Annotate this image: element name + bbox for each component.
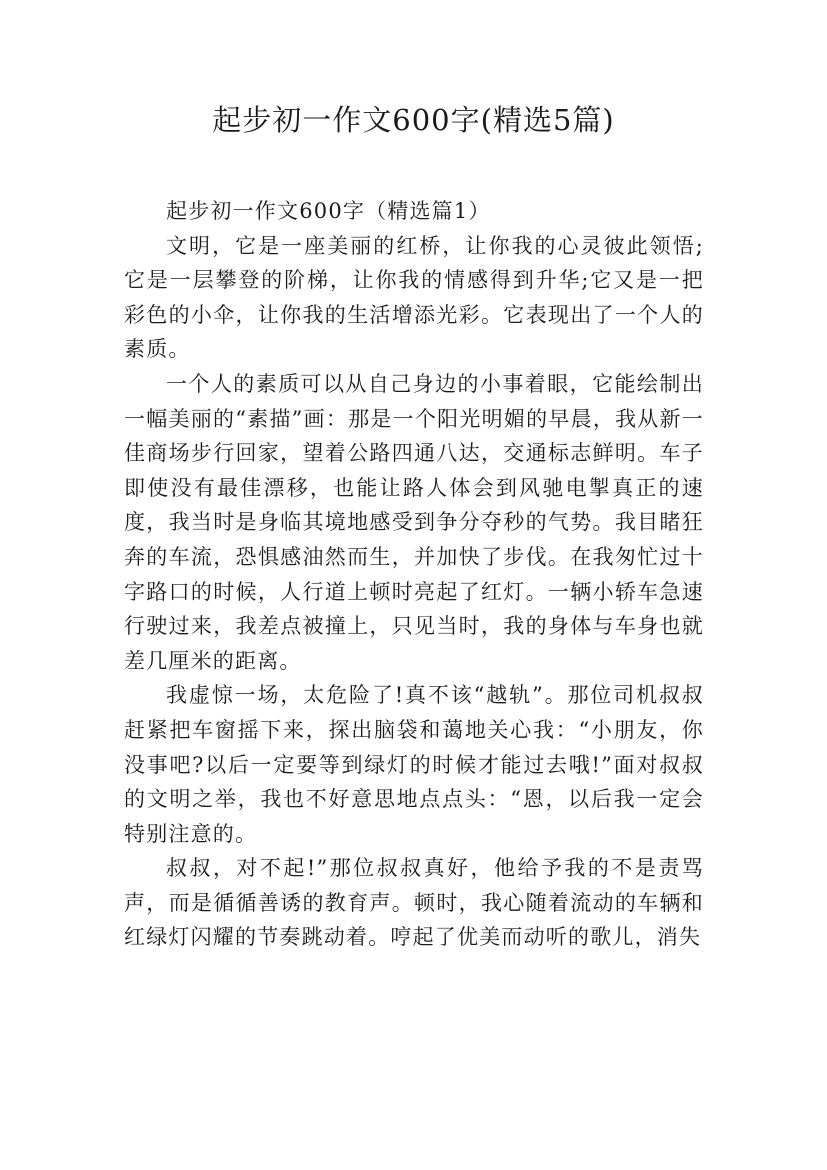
paragraph: 一个人的素质可以从自己身边的小事着眼，它能绘制出一幅美丽的“素描”画：那是一个阳光明媚的早晨，我从新一佳商场步行回家，望着公路四通八达，交通标志鲜明。车子即使没有最佳漂移，也能让路人体会到风驰电掣真正的速度，我当时是身临其境地感受到争分夺秒的气势。我目睹狂奔的车流，恐惧感油然而生，并加快了步伐。在我匆忙过十字路口的时候，人行道上顿时亮起了红灯。一辆小轿车急速行驶过来，我差点被撞上，只见当时，我的身体与车身也就差几厘米的距离。 bbox=[124, 371, 704, 673]
paragraph: 叔叔，对不起!”那位叔叔真好，他给予我的不是责骂声，而是循循善诱的教育声。顿时，我心随着流动的车辆和红绿灯闪耀的节奏跳动着。哼起了优美而动听的歌儿，消失 bbox=[124, 856, 704, 950]
section-heading: 起步初一作文600字（精选篇1） bbox=[166, 199, 491, 223]
paragraph: 我虚惊一场，太危险了!真不该“越轨”。那位司机叔叔赶紧把车窗摇下来，探出脑袋和蔼地关心我：“小朋友，你没事吧?以后一定要等到绿灯的时候才能过去哦!”面对叔叔的文明之举，我也不好意思地点点头：“恩，以后我一定会特别注意的。 bbox=[124, 683, 704, 846]
document-title: 起步初一作文600字(精选5篇) bbox=[212, 103, 615, 137]
document-body bbox=[124, 194, 704, 955]
paragraph: 文明，它是一座美丽的红桥，让你我的心灵彼此领悟;它是一层攀登的阶梯，让你我的情感得到升华;它又是一把彩色的小伞，让你我的生活增添光彩。它表现出了一个人的素质。 bbox=[124, 233, 704, 362]
